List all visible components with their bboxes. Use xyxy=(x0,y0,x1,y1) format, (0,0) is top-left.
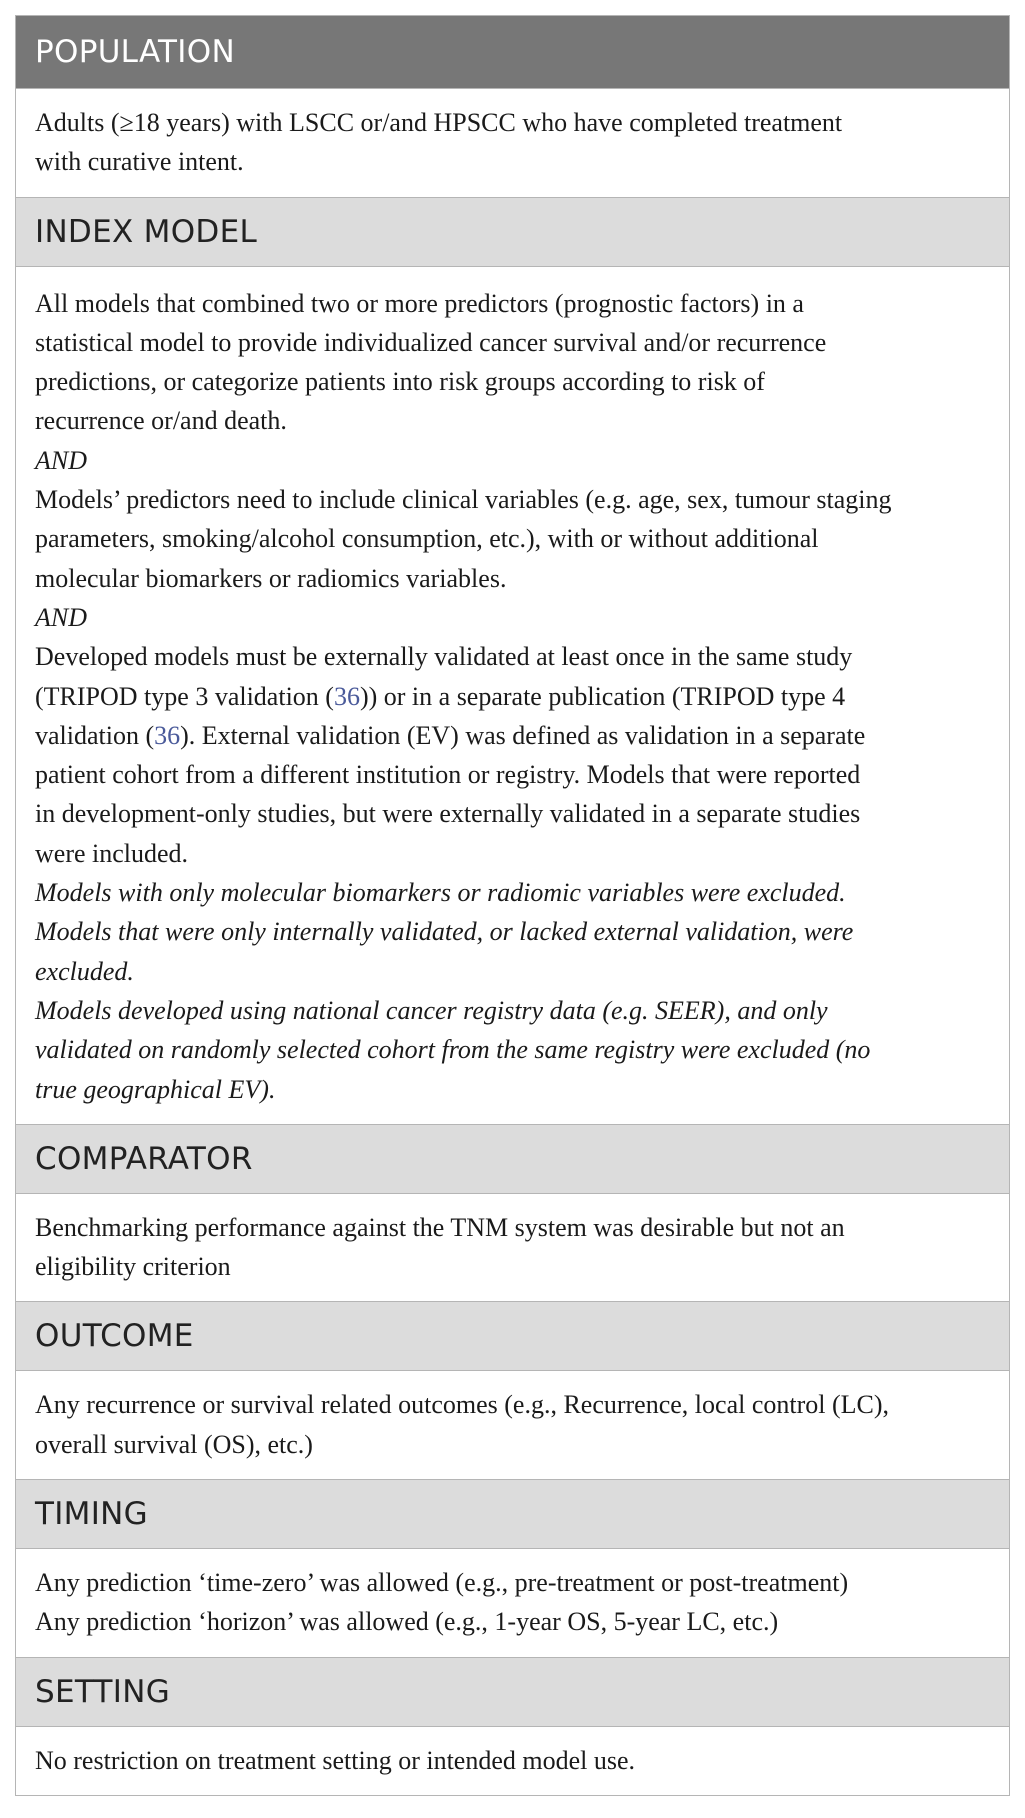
section-body-comparator xyxy=(16,1193,1009,1302)
text-fragment: )) or in a separate publication (TRIPOD type 4 xyxy=(359,681,846,711)
section-header-population: POPULATION xyxy=(16,16,1009,88)
exclusion-line: Models with only molecular biomarkers or radiomic variables were excluded. xyxy=(35,878,846,908)
reference-link[interactable]: 36 xyxy=(154,720,181,750)
and-connector: AND xyxy=(35,602,87,632)
text-line: Benchmarking performance against the TNM system was desirable but not an xyxy=(35,1212,845,1242)
text-line: parameters, smoking/alcohol consumption, etc.), with or without additional xyxy=(35,524,819,554)
text-line: Any prediction ‘time-zero’ was allowed (e.g., pre-treatment or post-treatment) xyxy=(35,1568,849,1598)
reference-link[interactable]: 36 xyxy=(333,681,360,711)
text-fragment: ). External validation (EV) was defined as validation in a separate xyxy=(180,720,866,750)
text-line: No restriction on treatment setting or intended model use. xyxy=(35,1745,636,1775)
section-body-index-model xyxy=(16,266,1009,1124)
section-header-timing: TIMING xyxy=(16,1479,1009,1548)
text-line: predictions, or categorize patients into risk groups according to risk of xyxy=(35,367,765,397)
text-line: eligibility criterion xyxy=(35,1252,231,1282)
text-line: with curative intent. xyxy=(35,147,244,177)
text-line: in development-only studies, but were externally validated in a separate studies xyxy=(35,799,861,829)
section-header-setting: SETTING xyxy=(16,1657,1009,1726)
text-line xyxy=(35,716,990,755)
text-line: recurrence or/and death. xyxy=(35,406,287,436)
text-line: overall survival (OS), etc.) xyxy=(35,1429,313,1459)
section-body-timing xyxy=(16,1548,1009,1657)
text-line: Developed models must be externally validated at least once in the same study xyxy=(35,642,853,672)
section-body-population xyxy=(16,88,1009,197)
text-fragment: (TRIPOD type 3 validation ( xyxy=(35,681,334,711)
exclusion-line: excluded. xyxy=(35,956,134,986)
text-fragment: validation ( xyxy=(35,720,155,750)
section-body-outcome xyxy=(16,1370,1009,1479)
exclusion-line: Models that were only internally validated, or lacked external validation, were xyxy=(35,917,854,947)
section-header-comparator: COMPARATOR xyxy=(16,1124,1009,1193)
text-line: statistical model to provide individualized cancer survival and/or recurrence xyxy=(35,327,827,357)
exclusion-line: validated on randomly selected cohort from the same registry were excluded (no xyxy=(35,1035,871,1065)
section-header-outcome: OUTCOME xyxy=(16,1301,1009,1370)
text-line: patient cohort from a different institution or registry. Models that were reported xyxy=(35,760,861,790)
text-line: All models that combined two or more predictors (prognostic factors) in a xyxy=(35,288,804,318)
text-line: molecular biomarkers or radiomics variables. xyxy=(35,563,507,593)
text-line: Any prediction ‘horizon’ was allowed (e.g., 1-year OS, 5-year LC, etc.) xyxy=(35,1607,779,1637)
section-header-index-model: INDEX MODEL xyxy=(16,197,1009,266)
text-line xyxy=(35,677,990,716)
exclusion-line: Models developed using national cancer registry data (e.g. SEER), and only xyxy=(35,995,828,1025)
exclusion-line: true geographical EV). xyxy=(35,1074,276,1104)
text-line: were included. xyxy=(35,838,189,868)
pico-criteria-table xyxy=(15,15,1010,1796)
and-connector: AND xyxy=(35,445,87,475)
section-body-setting xyxy=(16,1726,1009,1795)
text-line: Any recurrence or survival related outcomes (e.g., Recurrence, local control (LC), xyxy=(35,1390,890,1420)
text-line: Models’ predictors need to include clinical variables (e.g. age, sex, tumour staging xyxy=(35,485,892,515)
text-line: Adults (≥18 years) with LSCC or/and HPSCC who have completed treatment xyxy=(35,108,843,137)
